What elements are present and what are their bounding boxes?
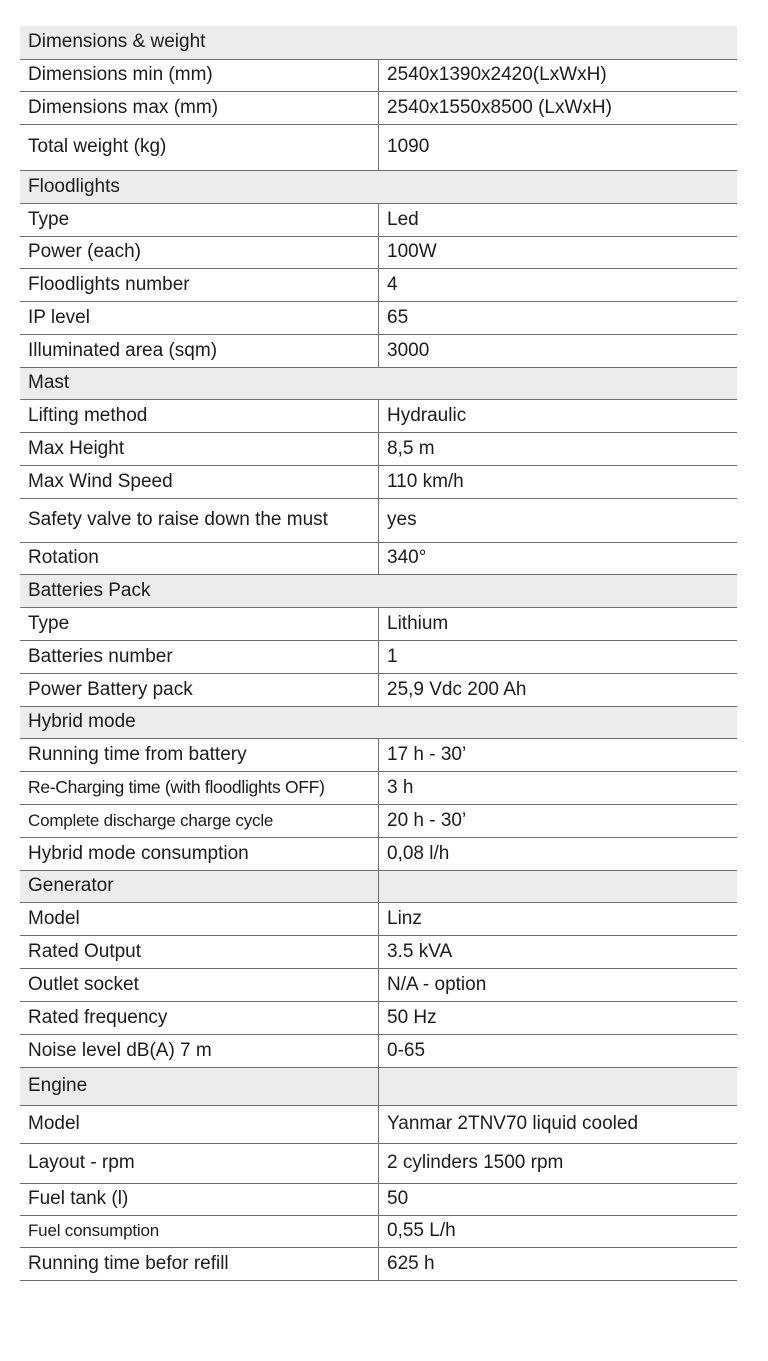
table-row: [20, 771, 737, 804]
table-row: [20, 968, 737, 1001]
row-value: 3.5 kVA: [379, 935, 738, 968]
row-label: Running time befor refill: [20, 1247, 379, 1280]
row-value: 0,55 L/h: [379, 1215, 738, 1247]
section-title: Floodlights: [20, 170, 737, 203]
row-label: Rated Output: [20, 935, 379, 968]
section-title: Hybrid mode: [20, 706, 737, 738]
row-label: Fuel consumption: [20, 1215, 379, 1247]
table-row: [20, 301, 737, 334]
table-row: [20, 268, 737, 301]
section-title: Mast: [20, 367, 737, 399]
table-row: [20, 902, 737, 935]
row-value: 8,5 m: [379, 432, 738, 465]
row-value: 0,08 l/h: [379, 837, 738, 870]
row-label: Noise level dB(A) 7 m: [20, 1034, 379, 1067]
section-header-mast: [20, 367, 737, 399]
row-label: Running time from battery: [20, 738, 379, 771]
section-header-generator: [20, 870, 737, 902]
row-label: Lifting method: [20, 399, 379, 432]
row-value: Led: [379, 203, 738, 236]
row-label: Dimensions min (mm): [20, 59, 379, 91]
row-value: 2540x1550x8500 (LxWxH): [379, 91, 738, 124]
row-value: Hydraulic: [379, 399, 738, 432]
row-value: yes: [379, 498, 738, 542]
table-row: [20, 673, 737, 706]
row-label: Safety valve to raise down the must: [20, 498, 379, 542]
row-value: N/A - option: [379, 968, 738, 1001]
row-label: Max Height: [20, 432, 379, 465]
table-row: [20, 1143, 737, 1183]
row-value: 65: [379, 301, 738, 334]
table-row: [20, 465, 737, 498]
table-row: [20, 738, 737, 771]
section-header-engine: [20, 1067, 737, 1105]
table-row: [20, 203, 737, 236]
row-label: Floodlights number: [20, 268, 379, 301]
row-value: 3 h: [379, 771, 738, 804]
row-value: 110 km/h: [379, 465, 738, 498]
row-label: Re-Charging time (with floodlights OFF): [20, 771, 379, 804]
row-value: Linz: [379, 902, 738, 935]
row-label: Total weight (kg): [20, 124, 379, 170]
table-row: [20, 1215, 737, 1247]
table-row: [20, 804, 737, 837]
table-row: [20, 334, 737, 367]
row-value: 25,9 Vdc 200 Ah: [379, 673, 738, 706]
row-label: Complete discharge charge cycle: [20, 804, 379, 837]
table-row: [20, 640, 737, 673]
spec-table: [20, 26, 737, 1281]
section-header-hybrid: [20, 706, 737, 738]
section-empty-cell: [379, 870, 738, 902]
table-row: [20, 498, 737, 542]
section-title: Generator: [20, 870, 379, 902]
row-label: Outlet socket: [20, 968, 379, 1001]
section-empty-cell: [379, 1067, 738, 1105]
row-label: Power (each): [20, 236, 379, 268]
row-label: Rotation: [20, 542, 379, 574]
table-row: [20, 1247, 737, 1280]
row-value: 3000: [379, 334, 738, 367]
table-row: [20, 124, 737, 170]
table-row: [20, 935, 737, 968]
row-label: Batteries number: [20, 640, 379, 673]
row-label: Power Battery pack: [20, 673, 379, 706]
table-row: [20, 837, 737, 870]
row-value: 50 Hz: [379, 1001, 738, 1034]
row-value: 20 h - 30’: [379, 804, 738, 837]
row-value: Lithium: [379, 607, 738, 640]
section-header-dimensions: [20, 26, 737, 59]
row-label: Hybrid mode consumption: [20, 837, 379, 870]
row-label: Max Wind Speed: [20, 465, 379, 498]
row-value: 50: [379, 1183, 738, 1215]
section-header-batteries: [20, 574, 737, 607]
section-title: Dimensions & weight: [20, 26, 737, 59]
row-label: Fuel tank (l): [20, 1183, 379, 1215]
row-label: Dimensions max (mm): [20, 91, 379, 124]
row-value: 0-65: [379, 1034, 738, 1067]
row-value: 17 h - 30’: [379, 738, 738, 771]
row-value: 1: [379, 640, 738, 673]
table-row: [20, 399, 737, 432]
row-value: 1090: [379, 124, 738, 170]
table-row: [20, 91, 737, 124]
row-label: Layout - rpm: [20, 1143, 379, 1183]
table-row: [20, 432, 737, 465]
table-row: [20, 1183, 737, 1215]
row-label: Model: [20, 1105, 379, 1143]
table-row: [20, 607, 737, 640]
section-title: Batteries Pack: [20, 574, 737, 607]
table-row: [20, 1001, 737, 1034]
row-value: 4: [379, 268, 738, 301]
table-row: [20, 236, 737, 268]
table-row: [20, 542, 737, 574]
row-label: Type: [20, 607, 379, 640]
row-label: Model: [20, 902, 379, 935]
row-value: 340°: [379, 542, 738, 574]
section-title: Engine: [20, 1067, 379, 1105]
row-value: 625 h: [379, 1247, 738, 1280]
row-value: 2540x1390x2420(LxWxH): [379, 59, 738, 91]
table-row: [20, 59, 737, 91]
section-header-floodlights: [20, 170, 737, 203]
table-row: [20, 1105, 737, 1143]
row-value: 2 cylinders 1500 rpm: [379, 1143, 738, 1183]
row-label: Illuminated area (sqm): [20, 334, 379, 367]
table-row: [20, 1034, 737, 1067]
row-label: Rated frequency: [20, 1001, 379, 1034]
row-value: Yanmar 2TNV70 liquid cooled: [379, 1105, 738, 1143]
row-label: Type: [20, 203, 379, 236]
row-label: IP level: [20, 301, 379, 334]
row-value: 100W: [379, 236, 738, 268]
